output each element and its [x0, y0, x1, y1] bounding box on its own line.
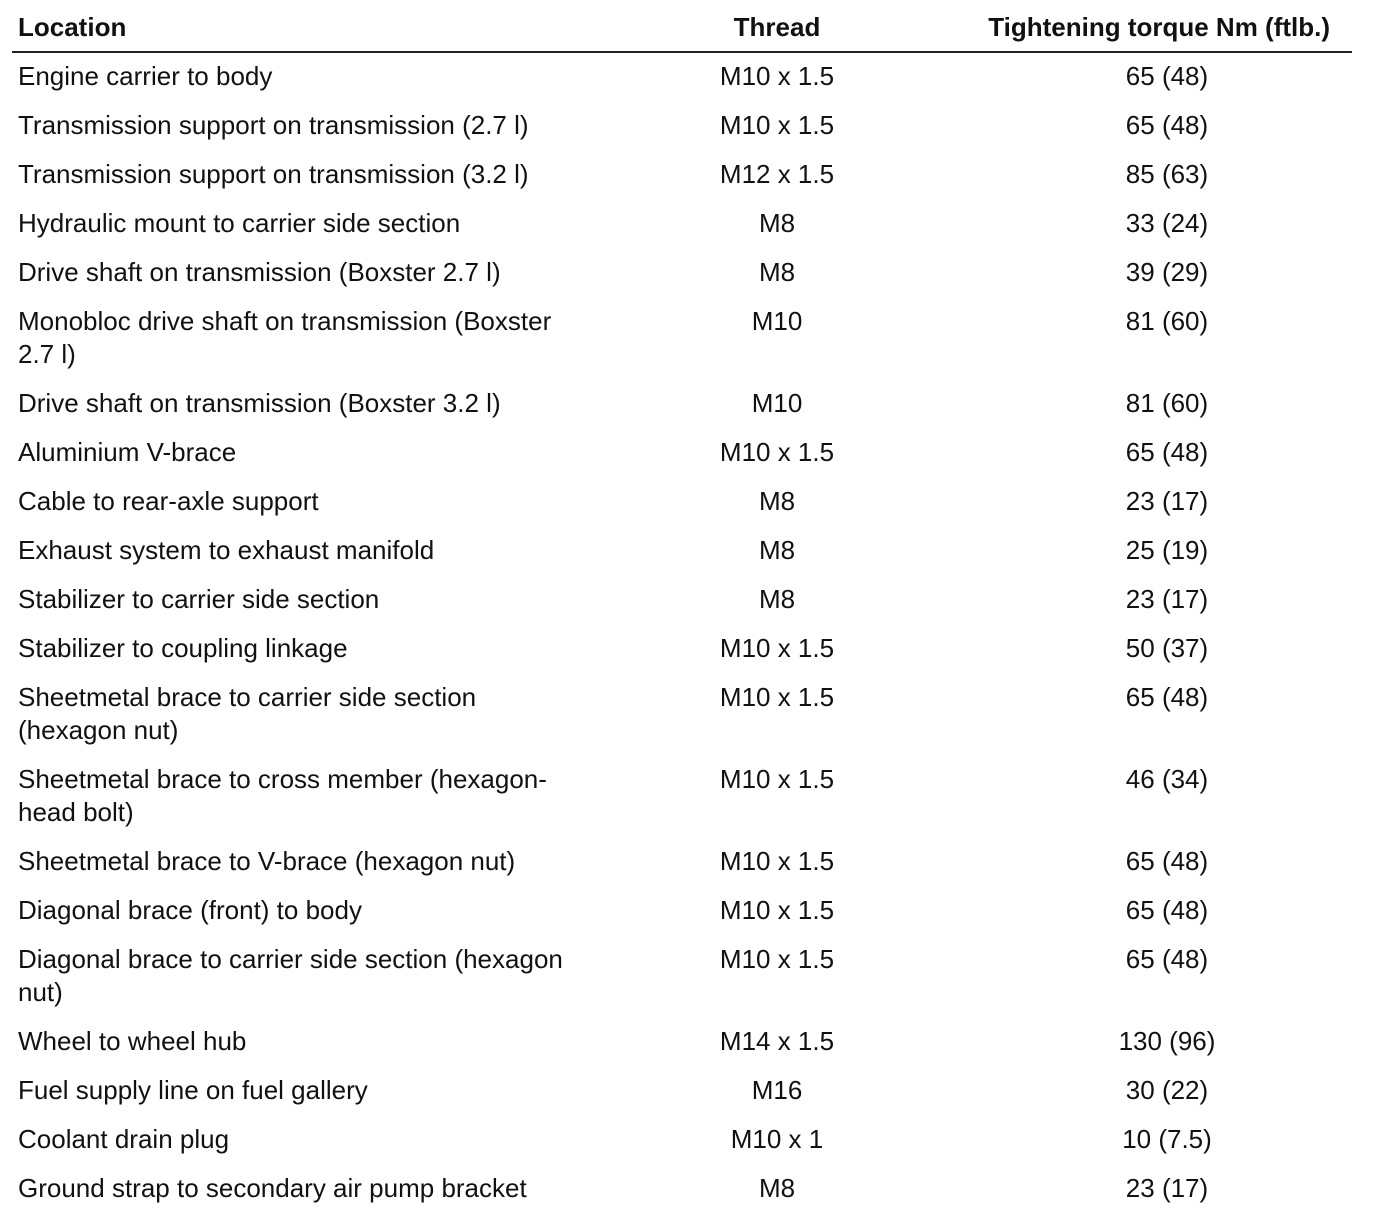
cell-thread: M8	[758, 1173, 796, 1203]
cell-location: Monobloc drive shaft on transmission (Boxster 2.7 l)	[18, 306, 552, 369]
cell-thread: M10 x 1.5	[719, 944, 835, 974]
table-row	[12, 102, 1352, 151]
cell-thread: M10	[751, 388, 803, 418]
cell-torque: 10 (7.5)	[1122, 1124, 1212, 1154]
table-row	[12, 151, 1352, 200]
cell-location: Diagonal brace (front) to body	[18, 895, 362, 925]
table-body	[12, 52, 1352, 1214]
cell-thread: M10 x 1.5	[719, 110, 835, 140]
cell-location: Exhaust system to exhaust manifold	[18, 535, 435, 565]
cell-torque: 65 (48)	[1125, 437, 1209, 467]
cell-location: Aluminium V-brace	[18, 437, 237, 467]
cell-torque: 30 (22)	[1125, 1075, 1209, 1105]
cell-location: Sheetmetal brace to cross member (hexagon-head bolt)	[18, 764, 547, 827]
cell-location: Sheetmetal brace to V-brace (hexagon nut)	[18, 846, 516, 876]
cell-torque: 65 (48)	[1125, 895, 1209, 925]
table-row	[12, 478, 1352, 527]
table-row	[12, 887, 1352, 936]
cell-torque: 33 (24)	[1125, 208, 1209, 238]
table-row	[12, 838, 1352, 887]
cell-thread: M10 x 1.5	[719, 437, 835, 467]
cell-torque: 50 (37)	[1125, 633, 1209, 663]
table-row	[12, 936, 1352, 1018]
cell-thread: M12 x 1.5	[719, 159, 835, 189]
cell-thread: M8	[758, 584, 796, 614]
column-header-thread: Thread	[612, 6, 942, 52]
cell-thread: M8	[758, 486, 796, 516]
cell-torque: 25 (19)	[1125, 535, 1209, 565]
cell-location: Transmission support on transmission (2.7 l)	[18, 110, 529, 140]
cell-location: Sheetmetal brace to carrier side section (hexagon nut)	[18, 682, 477, 745]
table-row	[12, 298, 1352, 380]
cell-thread: M10 x 1	[730, 1124, 824, 1154]
cell-torque: 65 (48)	[1125, 110, 1209, 140]
cell-thread: M16	[751, 1075, 803, 1105]
cell-thread: M10 x 1.5	[719, 682, 835, 712]
cell-torque: 39 (29)	[1125, 257, 1209, 287]
cell-torque: 81 (60)	[1125, 388, 1209, 418]
column-header-location: Location	[12, 6, 612, 52]
cell-thread: M10 x 1.5	[719, 764, 835, 794]
cell-location: Stabilizer to coupling linkage	[18, 633, 348, 663]
cell-location: Diagonal brace to carrier side section (hexagon nut)	[18, 944, 563, 1007]
cell-location: Ground strap to secondary air pump bracket	[18, 1173, 527, 1203]
cell-torque: 23 (17)	[1125, 486, 1209, 516]
cell-location: Engine carrier to body	[18, 61, 273, 91]
cell-location: Hydraulic mount to carrier side section	[18, 208, 461, 238]
table-row	[12, 1018, 1352, 1067]
table-row	[12, 1165, 1352, 1214]
torque-table	[12, 6, 1352, 1214]
cell-torque: 65 (48)	[1125, 61, 1209, 91]
cell-location: Coolant drain plug	[18, 1124, 230, 1154]
cell-thread: M10	[751, 306, 803, 336]
cell-location: Transmission support on transmission (3.2 l)	[18, 159, 529, 189]
cell-torque: 85 (63)	[1125, 159, 1209, 189]
header-row	[12, 6, 1352, 52]
table-row	[12, 625, 1352, 674]
cell-thread: M10 x 1.5	[719, 895, 835, 925]
table-row	[12, 756, 1352, 838]
cell-location: Fuel supply line on fuel gallery	[18, 1075, 368, 1105]
cell-torque: 46 (34)	[1125, 764, 1209, 794]
table-row	[12, 527, 1352, 576]
table-row	[12, 429, 1352, 478]
column-header-torque: Tightening torque Nm (ftlb.)	[942, 6, 1352, 52]
cell-location: Stabilizer to carrier side section	[18, 584, 380, 614]
cell-thread: M8	[758, 208, 796, 238]
cell-thread: M10 x 1.5	[719, 633, 835, 663]
cell-torque: 130 (96)	[1118, 1026, 1216, 1056]
cell-thread: M10 x 1.5	[719, 61, 835, 91]
cell-location: Drive shaft on transmission (Boxster 3.2 l)	[18, 388, 501, 418]
table-row	[12, 249, 1352, 298]
cell-location: Wheel to wheel hub	[18, 1026, 247, 1056]
cell-location: Drive shaft on transmission (Boxster 2.7 l)	[18, 257, 501, 287]
cell-torque: 65 (48)	[1125, 682, 1209, 712]
cell-torque: 65 (48)	[1125, 846, 1209, 876]
cell-thread: M10 x 1.5	[719, 846, 835, 876]
cell-thread: M8	[758, 535, 796, 565]
table-row	[12, 52, 1352, 102]
table-row	[12, 1116, 1352, 1165]
cell-thread: M14 x 1.5	[719, 1026, 835, 1056]
cell-torque: 23 (17)	[1125, 1173, 1209, 1203]
table-row	[12, 200, 1352, 249]
table-row	[12, 380, 1352, 429]
table-header	[12, 6, 1352, 52]
table-row	[12, 674, 1352, 756]
cell-torque: 81 (60)	[1125, 306, 1209, 336]
cell-torque: 23 (17)	[1125, 584, 1209, 614]
cell-thread: M8	[758, 257, 796, 287]
table-row	[12, 576, 1352, 625]
table-row	[12, 1067, 1352, 1116]
cell-torque: 65 (48)	[1125, 944, 1209, 974]
cell-location: Cable to rear-axle support	[18, 486, 319, 516]
